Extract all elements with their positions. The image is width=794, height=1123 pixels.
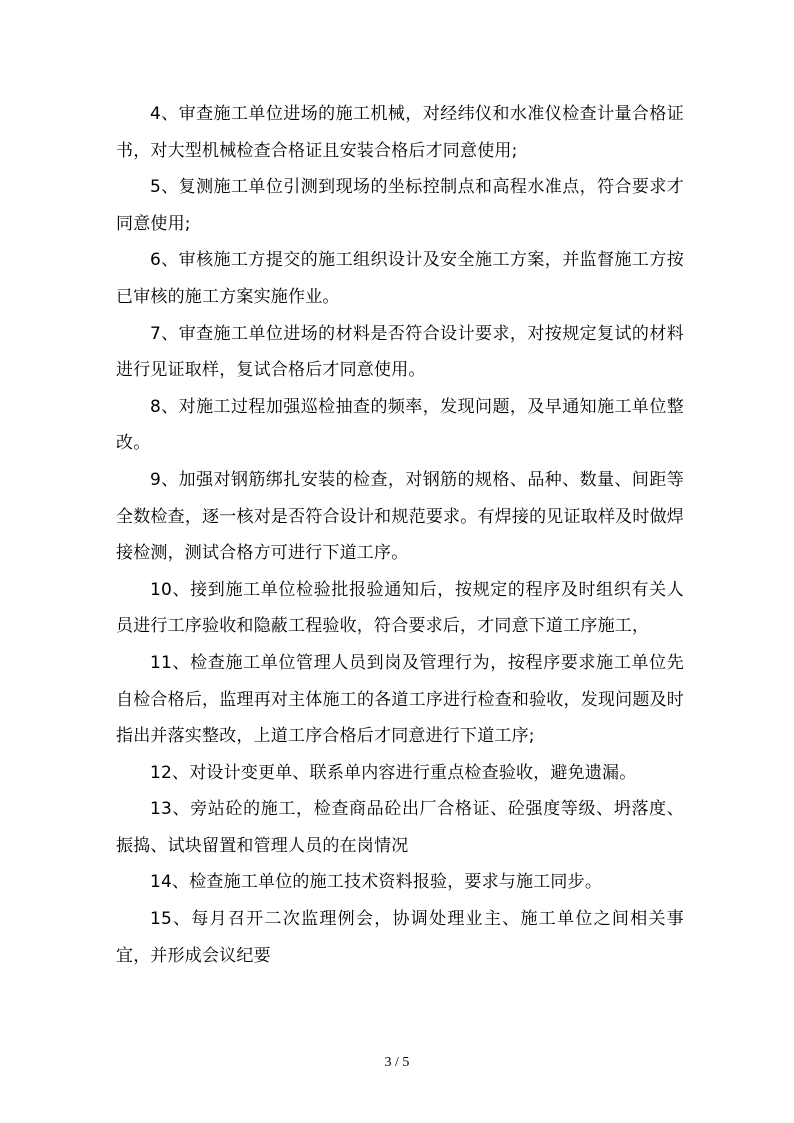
paragraph-item-11: 11、检查施工单位管理人员到岗及管理行为，按程序要求施工单位先自检合格后，监理再对主体施工的各道工序进行检查和验收，发现问题及时指出并落实整改，上道工序合格后才同意进行下道工序; xyxy=(116,652,684,747)
paragraph-item-10: 10、接到施工单位检验批报验通知后，按规定的程序及时组织有关人员进行工序验收和隐蔽工程验收，符合要求后，才同意下道工序施工， xyxy=(116,579,684,637)
paragraph-item-13: 13、旁站砼的施工，检查商品砼出厂合格证、砼强度等级、坍落度、振捣、试块留置和管理人员的在岗情况 xyxy=(116,799,684,856)
document-body xyxy=(116,96,684,974)
paragraph-item-12: 12、对设计变更单、联系单内容进行重点检查验收，避免遗漏。 xyxy=(150,762,637,783)
paragraph-item-6: 6、审核施工方提交的施工组织设计及安全施工方案，并监督施工方按已审核的施工方案实施作业。 xyxy=(116,250,684,307)
page-number: 3 / 5 xyxy=(384,1055,410,1070)
paragraph-item-5: 5、复测施工单位引测到现场的坐标控制点和高程水准点，符合要求才同意使用; xyxy=(116,177,684,234)
paragraph-item-9: 9、加强对钢筋绑扎安装的检查，对钢筋的规格、品种、数量、间距等全数检查，逐一核对是否符合设计和规范要求。有焊接的见证取样及时做焊接检测，测试合格方可进行下道工序。 xyxy=(116,469,684,564)
paragraph-item-4: 4、审查施工单位进场的施工机械，对经纬仪和水准仪检查计量合格证书，对大型机械检查合格证且安装合格后才同意使用; xyxy=(116,104,684,161)
paragraph-item-14: 14、检查施工单位的施工技术资料报验，要求与施工同步。 xyxy=(150,872,603,893)
paragraph-item-8: 8、对施工过程加强巡检抽查的频率，发现问题，及早通知施工单位整改。 xyxy=(116,396,684,454)
paragraph-item-15: 15、每月召开二次监理例会，协调处理业主、施工单位之间相关事宜，并形成会议纪要 xyxy=(116,909,684,966)
paragraph-item-7: 7、审查施工单位进场的材料是否符合设计要求，对按规定复试的材料进行见证取样，复试合格后才同意使用。 xyxy=(116,323,684,381)
